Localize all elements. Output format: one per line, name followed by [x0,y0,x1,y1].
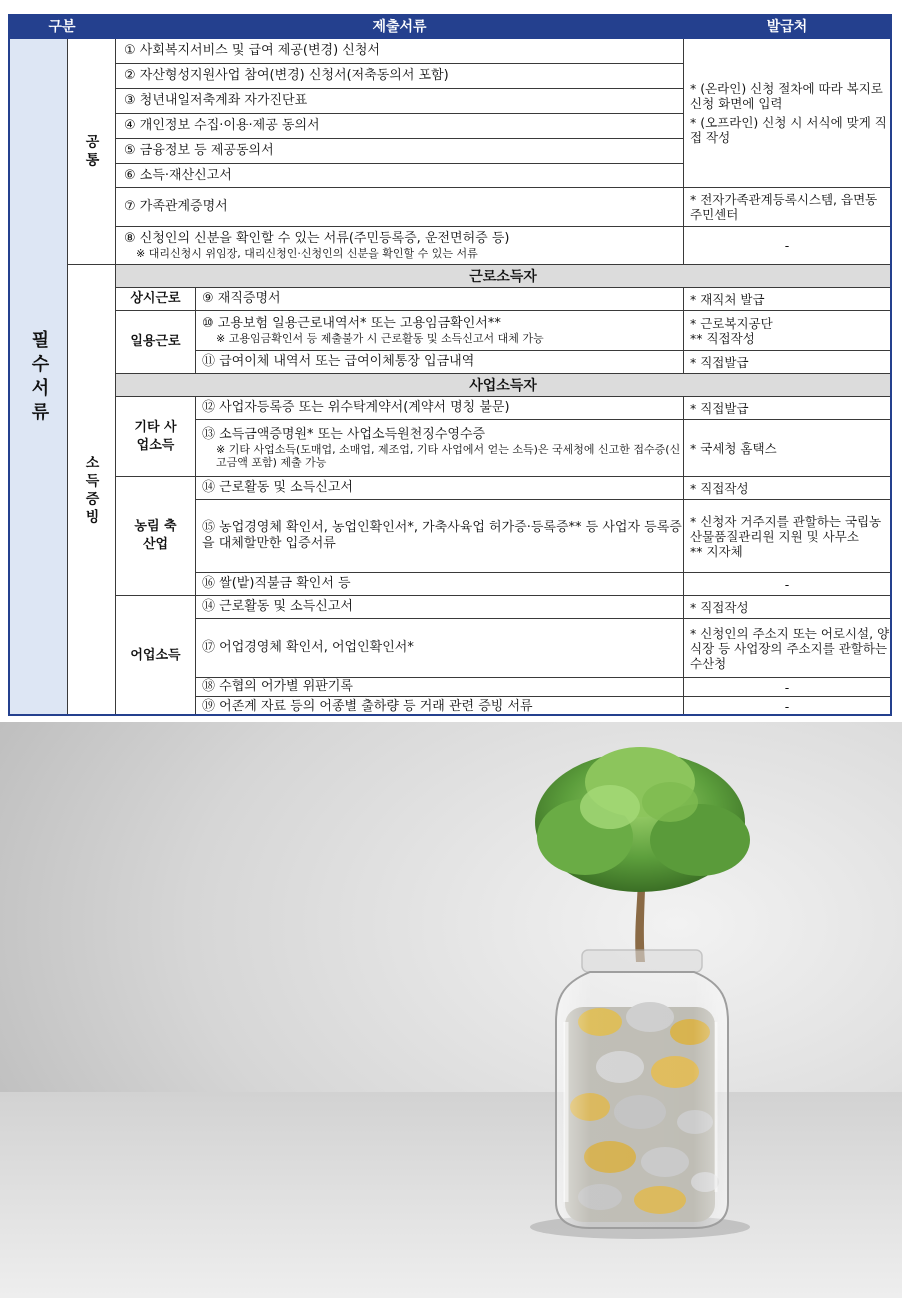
doc-row-6: ⑥ 소득·재산신고서 [124,167,232,183]
doc-row-10-main: ⑩ 고용보험 일용근로내역서* 또는 고용임금확인서** [202,316,501,332]
issuer-row-17: * 신청인의 주소지 또는 어로시설, 양식장 등 사업장의 주소지를 관할하는 수산청 [690,625,890,671]
doc-row-7: ⑦ 가족관계증명서 [124,199,228,215]
doc-row-15: ⑮ 농업경영체 확인서, 농업인확인서*, 가축사육업 허가증·등록증** 등 사업자 등록증을 대체할만한 입증서류 [202,520,682,551]
issuer-row-10 [684,311,890,350]
issuer-row-19: - [784,699,790,714]
required-documents-table [8,14,892,716]
issuer-row-10-a: * 근로복지공단 [690,315,773,331]
doc-row-12: ⑫ 사업자등록증 또는 위수탁계약서(계약서 명칭 불문) [202,400,510,416]
doc-row-10-note: ※ 고용임금확인서 등 제출불가 시 근로활동 및 소득신고서 대체 가능 [216,331,544,345]
doc-row-19: ⑲ 어존계 자료 등의 어종별 출하량 등 거래 관련 증빙 서류 [202,698,533,714]
earned-income-header: 근로소득자 [116,265,890,287]
issuer-row-15 [684,500,890,572]
doc-row-14-fish: ⑭ 근로활동 및 소득신고서 [202,599,353,615]
doc-row-8-main: ⑧ 신청인의 신분을 확인할 수 있는 서류(주민등록증, 운전면허증 등) [124,231,510,247]
category-regular: 상시근로 [130,291,181,307]
issuer-row-12: * 직접발급 [690,400,749,416]
doc-row-17: ⑰ 어업경영체 확인서, 어업인확인서* [202,640,414,656]
issuer-row-15-a: * 신청자 거주지를 관할하는 국립농산물품질관리원 지원 및 사무소 [690,513,882,544]
header-category: 구분 [48,19,76,36]
doc-row-8 [116,227,683,264]
header-documents: 제출서류 [372,19,427,36]
doc-row-5: ⑤ 금융정보 등 제공동의서 [124,143,274,159]
issuer-row-11: * 직접발급 [690,354,749,370]
doc-row-2: ② 자산형성지원사업 참여(변경) 신청서(저축동의서 포함) [124,68,449,84]
doc-row-3: ③ 청년내일저축계좌 자가진단표 [124,93,308,109]
required-docs-label: 필수서류 [10,39,67,716]
issuer-online: * (온라인) 신청 절차에 따라 복지로 신청 화면에 입력 [690,81,883,111]
category-fishery: 어업소득 [130,648,181,664]
doc-row-14-agri: ⑭ 근로활동 및 소득신고서 [202,480,353,496]
tree-coin-jar-photo [0,722,902,1298]
issuer-family-cert: * 전자가족관계등록시스템, 읍면동 주민센터 [690,192,878,222]
doc-row-13-main: ⑬ 소득금액증명원* 또는 사업소득원천징수영수증 [202,427,486,443]
issuer-row-15-b: ** 지자체 [690,543,743,559]
doc-row-18: ⑱ 수협의 어가별 위판기록 [202,679,353,695]
issuer-row-14-fish: * 직접작성 [690,599,749,615]
doc-row-9: ⑨ 재직증명서 [202,291,281,307]
issuer-row-10-b: ** 직접작성 [690,330,755,346]
issuer-row-16: - [784,576,790,592]
issuer-row-18: - [784,679,790,695]
category-agriculture: 농림 축산업 [134,519,177,552]
header-issuer: 발급처 [766,19,808,36]
glass-jar [556,950,728,1228]
category-other-business: 기타 사업소득 [134,419,177,453]
doc-row-10 [196,311,683,350]
doc-row-1: ① 사회복지서비스 및 급여 제공(변경) 신청서 [124,43,380,59]
doc-row-11: ⑪ 급여이체 내역서 또는 급여이체통장 입금내역 [202,354,475,370]
doc-row-13-note: ※ 기타 사업소득(도매업, 소매업, 제조업, 기타 사업에서 얻는 소득)은 국세청에 신고한 접수증(신고금액 포함) 제출 가능 [216,442,681,469]
issuer-id-docs: - [784,238,790,253]
issuer-row-14-agri: * 직접작성 [690,480,749,496]
doc-row-16: ⑯ 쌀(밭)직불금 확인서 등 [202,576,351,592]
doc-row-4: ④ 개인정보 수집·이용·제공 동의서 [124,118,320,134]
issuer-common-forms [684,39,890,187]
issuer-row-13: * 국세청 홈택스 [690,440,777,456]
common-label: 공통 [83,133,100,170]
issuer-row-9: * 재직처 발급 [690,291,765,307]
issuer-offline: * (오프라인) 신청 시 서식에 맞게 직접 작성 [690,115,887,145]
income-proof-label: 소득증빙 [83,454,100,527]
category-daily: 일용근로 [130,334,181,350]
doc-row-13 [196,420,683,476]
doc-row-8-note: ※ 대리신청시 위임장, 대리신청인·신청인의 신분을 확인할 수 있는 서류 [136,246,478,260]
business-income-header: 사업소득자 [116,374,890,396]
